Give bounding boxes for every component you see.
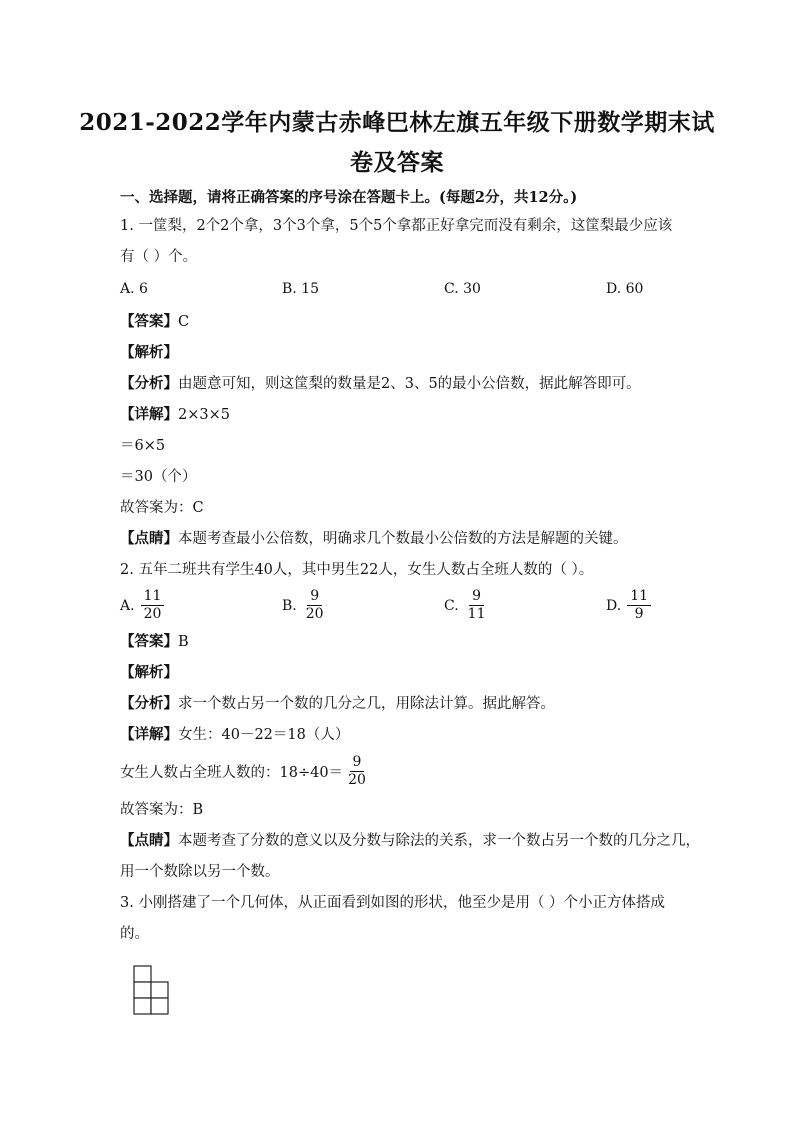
fraction-denominator: 20 (143, 606, 162, 622)
fraction-denominator: 20 (305, 606, 324, 622)
fraction (465, 588, 489, 623)
q2-stem: 2. 五年二班共有学生40人，其中男生22人，女生人数占全班人数的（ ）。 (120, 562, 594, 578)
q1-step3: ＝30（个） (120, 469, 197, 485)
document-title-line2: 卷及答案 (350, 149, 444, 176)
fraction-numerator: 9 (350, 754, 365, 772)
fraction-denominator: 9 (634, 606, 644, 622)
cube-square-middle-left (134, 982, 151, 998)
q1-conclusion: 故答案为：C (120, 500, 204, 516)
q2-jiexi: 【解析】 (120, 664, 178, 681)
cube-square-bottom-left (134, 998, 151, 1014)
q2-option-d (606, 588, 651, 623)
fraction-denominator: 11 (467, 606, 486, 622)
option-label: A. (120, 597, 135, 614)
xiangjie-tag: 【详解】 (120, 726, 178, 743)
q1-answer (120, 312, 189, 332)
section-heading: 一、选择题，请将正确答案的序号涂在答题卡上。(每题2分，共12分。) (120, 189, 578, 206)
dianjing-text: 本题考查最小公倍数，明确求几个数最小公倍数的方法是解题的关键。 (178, 531, 628, 547)
fraction (345, 754, 369, 789)
fraction-numerator: 11 (141, 588, 165, 606)
fraction-numerator: 9 (469, 588, 484, 606)
dianjing-text: 本题考查了分数的意义以及分数与除法的关系，求一个数占另一个数的几分之几， (178, 833, 700, 849)
fraction (141, 588, 165, 623)
q2-xiangjie (120, 725, 349, 745)
answer-value: B (178, 634, 189, 650)
q2-option-c (444, 588, 489, 623)
xiangjie-text: 女生：40－22＝18（人） (178, 727, 350, 743)
answer-value: C (178, 314, 190, 330)
fenxi-tag: 【分析】 (120, 695, 178, 712)
option-label: B. (282, 597, 297, 614)
fraction-numerator: 9 (307, 588, 322, 606)
q2-dianjing-line2: 用一个数除以另一个数。 (120, 864, 280, 880)
xiangjie-tag: 【详解】 (120, 406, 178, 423)
q3-stem-line1: 3. 小刚搭建了一个几何体，从正面看到如图的形状，他至少是用（ ）个小正方体搭成 (120, 895, 666, 911)
fraction (303, 588, 327, 623)
q2-option-b (282, 588, 327, 623)
fenxi-text: 由题意可知，则这筐梨的数量是2、3、5的最小公倍数，据此解答即可。 (178, 376, 641, 392)
q1-option-a: A. 6 (120, 281, 148, 297)
cube-square-bottom-right (151, 998, 168, 1014)
q1-option-c: C. 30 (444, 281, 481, 297)
q1-dianjing (120, 529, 628, 549)
cube-front-view-figure (133, 965, 173, 1017)
q1-option-b: B. 15 (282, 281, 320, 297)
fraction-numerator: 11 (627, 588, 651, 606)
q1-jiexi: 【解析】 (120, 344, 178, 361)
fraction (627, 588, 651, 623)
q1-stem-line2: 有（ ）个。 (120, 249, 198, 265)
q1-step2: ＝6×5 (120, 438, 166, 454)
cube-square-middle-right (151, 982, 168, 998)
q1-stem-line1: 1. 一筐梨，2个2个拿，3个3个拿，5个5个拿都正好拿完而没有剩余，这筐梨最少应该 (120, 218, 673, 234)
q1-option-d: D. 60 (606, 281, 644, 297)
option-label: C. (444, 597, 459, 614)
answer-tag: 【答案】 (120, 313, 178, 330)
q1-xiangjie (120, 405, 230, 425)
q3-stem-line2: 的。 (120, 926, 149, 942)
q2-step2 (120, 754, 369, 789)
q2-option-a (120, 588, 164, 623)
step2-text: 女生人数占全班人数的：18÷40＝ (120, 765, 344, 781)
dianjing-tag: 【点睛】 (120, 832, 178, 849)
document-title-line1: 2021-2022学年内蒙古赤峰巴林左旗五年级下册数学期末试 (79, 109, 715, 136)
q1-fenxi (120, 374, 641, 394)
fraction-denominator: 20 (348, 772, 366, 788)
q2-conclusion: 故答案为：B (120, 802, 204, 818)
option-label: D. (606, 597, 622, 614)
xiangjie-text: 2×3×5 (178, 407, 230, 423)
cube-square-top (134, 966, 151, 982)
dianjing-tag: 【点睛】 (120, 530, 178, 547)
answer-tag: 【答案】 (120, 633, 178, 650)
q2-dianjing-line1 (120, 831, 700, 851)
q2-fenxi (120, 694, 555, 714)
q2-answer (120, 632, 189, 652)
fenxi-text: 求一个数占另一个数的几分之几，用除法计算。据此解答。 (178, 696, 555, 712)
fenxi-tag: 【分析】 (120, 375, 178, 392)
